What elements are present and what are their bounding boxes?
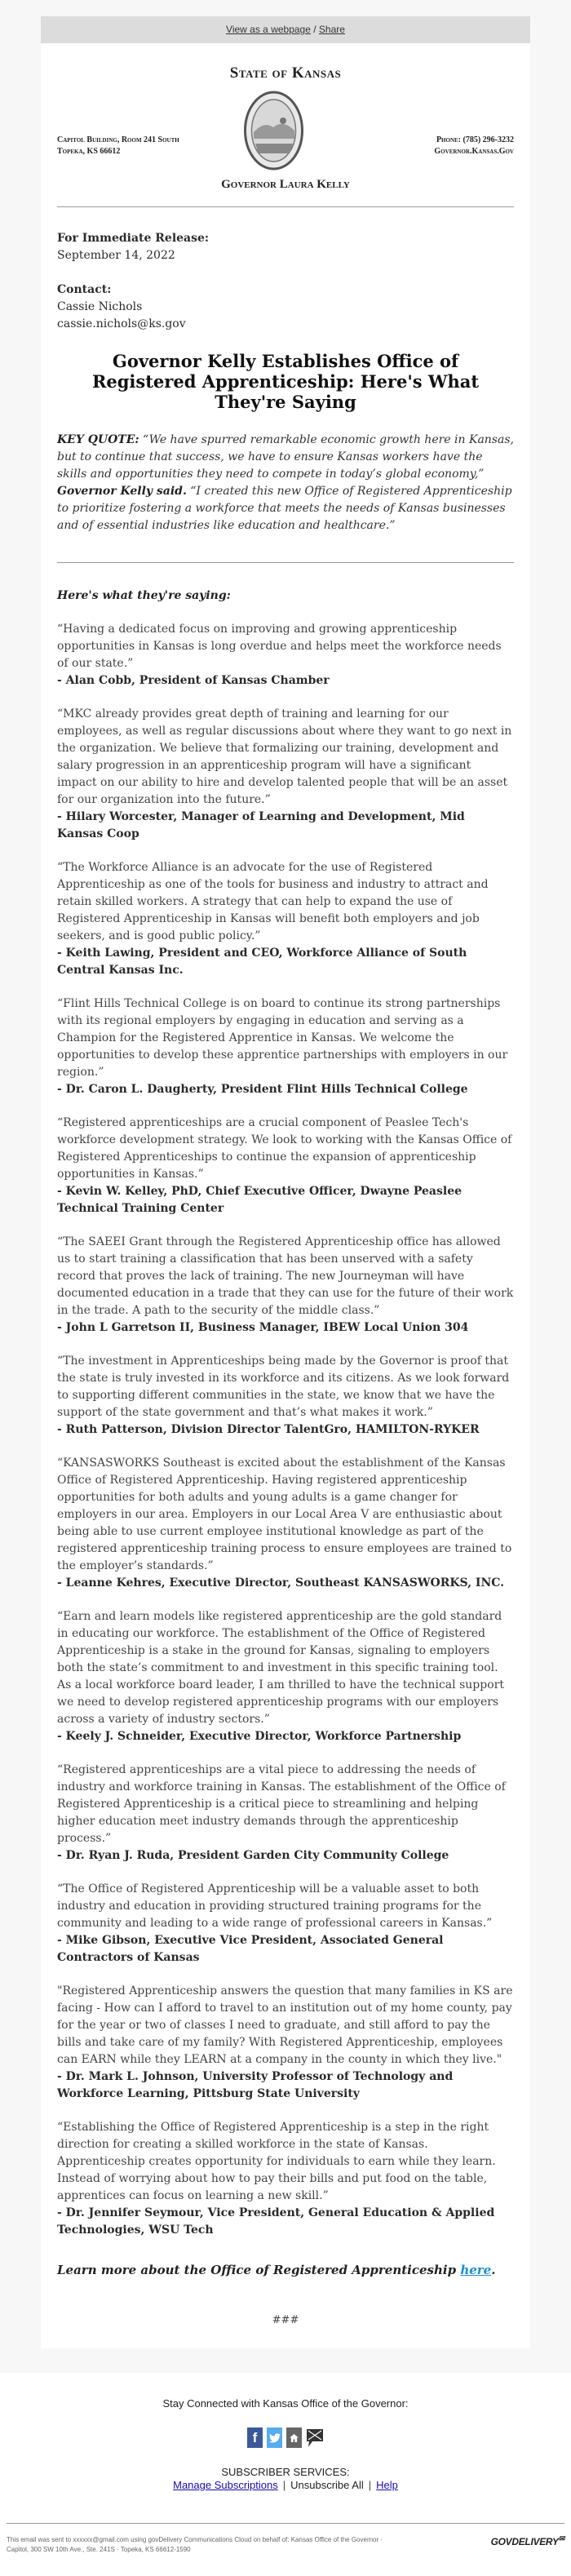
- quote-text: “KANSASWORKS Southeast is excited about the establishment of the Kansas Office of Registered Apprenticeship. Having registered apprenticeship opportunities for both adults and young adults is a game changer for employers in our area. Employers in our Local Area V are enthusiastic about being able to use current employee institutional knowledge as part of the registered apprenticeship training process to ensure employees are trained to the employer’s standards.”: [57, 1456, 512, 1572]
- quote-item: [57, 1455, 514, 1592]
- spacer: [0, 2348, 571, 2373]
- key-quote-label: KEY QUOTE:: [57, 433, 139, 446]
- phone: Phone: (785) 296-3232: [436, 135, 514, 144]
- state-title: State of Kansas: [229, 64, 342, 82]
- kansas-seal-icon: [244, 90, 303, 171]
- address-line-2: Topeka, KS 66612: [57, 147, 121, 156]
- learn-more-link[interactable]: here: [460, 2263, 492, 2277]
- quote-attribution: - Keith Lawing, President and CEO, Workforce Alliance of South Central Kansas Inc.: [57, 947, 467, 977]
- quote-text: “The SAEEI Grant through the Registered Apprenticeship office has allowed us to start training a classification that has been unserved with a safety record that proves the lack of training. The new Journeyman will have documented education in a trade that they can use for the future of their work in the trade. A path to the security of the middle class.”: [57, 1235, 514, 1317]
- stay-connected-label: Stay Connected with Kansas Office of the Governor:: [162, 2397, 409, 2410]
- quote-item: [57, 1983, 514, 2103]
- quote-text: “Registered apprenticeships are a vital piece to addressing the needs of industry and workforce training in Kansas. The establishment of the Office of Registered Apprenticeship is a critical piece to streamlining and helping higher education meet industry demands through the apprenticeship process.”: [57, 1763, 506, 1845]
- brand-text: GOVDELIVERY: [490, 2536, 559, 2547]
- legal-notice: [0, 2524, 571, 2568]
- quote-item: [57, 706, 514, 843]
- quote-text: “MKC already provides great depth of training and learning for our employees, as well as regular discussions about where they want to go next in the organization. We believe that formalizing our training, development and salary progression in an apprenticeship program will have a significant impact on our ability to hire and develop talented people that will be an asset for our organization into the future.”: [57, 707, 512, 806]
- quote-item: [57, 1115, 514, 1217]
- help-link[interactable]: Help: [376, 2479, 398, 2491]
- unsubscribe-all-link[interactable]: Unsubscribe All: [290, 2479, 364, 2491]
- press-release-body: [41, 230, 530, 2329]
- subscriber-label: SUBSCRIBER SERVICES:: [221, 2466, 350, 2478]
- key-quote-text-1: “We have spurred remarkable economic growth here in Kansas, but to continue that success, we have to ensure Kansas workers have the skills and opportunities they need to compete in today’s global economy,”: [57, 433, 514, 481]
- quote-attribution: - Leanne Kehres, Executive Director, Southeast KANSASWORKS, INC.: [57, 1576, 505, 1589]
- quote-item: [57, 995, 514, 1098]
- quote-attribution: - John L Garretson II, Business Manager, IBEW Local Union 304: [57, 1321, 469, 1334]
- quotes-list: [57, 621, 514, 2239]
- quote-text: “Registered apprenticeships are a crucial component of Peaslee Tech's workforce development strategy. We look to working with the Kansas Office of Registered Apprenticeships to continue the expansion of apprenticeship opportunities in Kansas.”: [57, 1116, 512, 1181]
- learn-more-text: Learn more about the Office of Registered Apprenticeship: [57, 2263, 461, 2277]
- email-card: [41, 43, 530, 2348]
- envelope-icon: ✉: [558, 2534, 564, 2543]
- footer: [0, 2373, 571, 2576]
- section-heading: Here's what they're saying:: [57, 589, 231, 602]
- letterhead: [41, 43, 530, 206]
- social-links: [0, 2427, 571, 2448]
- release-info: [57, 230, 514, 264]
- quote-attribution: - Keely J. Schneider, Executive Director, Workforce Partnership: [57, 1730, 462, 1743]
- quote-item: [57, 621, 514, 689]
- learn-more: [57, 2262, 514, 2279]
- address-line-1: Capitol Building, Room 241 South: [57, 135, 179, 144]
- quote-text: “The Workforce Alliance is an advocate for the use of Registered Apprenticeship as one of the tools for business and industry to attract and retain skilled workers. A strategy that can help to expand the use of Registered Apprenticeship in Kansas will benefit both employers and job seekers, and is good public policy.”: [57, 861, 489, 942]
- webview-bar: [41, 16, 530, 43]
- quote-attribution: - Hilary Worcester, Manager of Learning and Development, Mid Kansas Coop: [57, 810, 465, 840]
- legal-line-1: This email was sent to xxxxxx@gmail.com using govDelivery Communications Cloud on behalf of: Kansas Office of the Governor ·: [7, 2536, 383, 2543]
- govdelivery-logo[interactable]: [491, 2534, 564, 2547]
- quote-attribution: - Kevin W. Kelley, PhD, Chief Executive Officer, Dwayne Peaslee Technical Training Center: [57, 1185, 463, 1215]
- view-as-webpage-link[interactable]: View as a webpage: [226, 24, 311, 35]
- separator: |: [368, 2479, 372, 2491]
- quote-attribution: - Dr. Mark L. Johnson, University Professor of Technology and Workforce Learning, Pittsburg State University: [57, 2070, 454, 2100]
- end-mark: ###: [272, 2314, 299, 2326]
- quote-text: “Having a dedicated focus on improving and growing apprenticeship opportunities in Kansas is long overdue and helps meet the workforce needs of our state.”: [57, 623, 502, 670]
- quote-attribution: - Alan Cobb, President of Kansas Chamber: [57, 674, 330, 687]
- email-icon[interactable]: [306, 2427, 324, 2448]
- contact-block: [57, 282, 514, 333]
- key-quote-speaker: Governor Kelly said.: [57, 485, 187, 498]
- manage-subscriptions-link[interactable]: Manage Subscriptions: [173, 2479, 278, 2491]
- learn-more-period: .: [491, 2263, 496, 2277]
- contact-name: Cassie Nichols: [57, 300, 143, 313]
- quote-attribution: - Dr. Ryan J. Ruda, President Garden City Community College: [57, 1849, 449, 1862]
- release-date: September 14, 2022: [57, 249, 175, 262]
- quote-item: [57, 1608, 514, 1745]
- subscriber-services: [0, 2466, 571, 2492]
- quote-attribution: - Ruth Patterson, Division Director TalentGro, HAMILTON-RYKER: [57, 1423, 480, 1436]
- share-link[interactable]: Share: [318, 24, 345, 35]
- quote-attribution: - Dr. Jennifer Seymour, Vice President, General Education & Applied Technologies, WSU Tech: [57, 2206, 495, 2237]
- quote-text: “The investment in Apprenticeships being made by the Governor is proof that the state is truly invested in its workforce and its citizens. As we look forward to supporting different communities in the state, we know that we have the support of the state government and that’s what makes it work.”: [57, 1355, 510, 1419]
- divider: [57, 562, 514, 563]
- governor-name: Governor Laura Kelly: [221, 178, 350, 191]
- website: Governor.Kansas.Gov: [434, 147, 514, 156]
- release-label: For Immediate Release:: [57, 232, 210, 245]
- quote-item: [57, 1353, 514, 1439]
- quote-item: [57, 1881, 514, 1966]
- quote-text: "Registered Apprenticeship answers the question that many families in KS are facing - How can I afford to travel to an institution out of my home county, pay for the year or two of classes I need to graduate, and still afford to pay the bills and take care of my family? With Registered Apprenticeship, employees can EARN while they LEARN at a company in the county in which they live.": [57, 1984, 513, 2066]
- facebook-icon[interactable]: f: [247, 2427, 263, 2448]
- quote-attribution: - Mike Gibson, Executive Vice President, Associated General Contractors of Kansas: [57, 1934, 444, 1964]
- divider: [57, 206, 514, 207]
- key-quote: [57, 432, 514, 534]
- quote-item: [57, 859, 514, 979]
- twitter-icon[interactable]: [267, 2427, 282, 2448]
- key-quote-text-2: “I created this new Office of Registered Apprenticeship to prioritize fostering a workforce that meets the needs of Kansas businesses and of essential industries like education and healthcare.”: [57, 485, 512, 532]
- quote-text: “Establishing the Office of Registered Apprenticeship is a step in the right direction for creating a skilled workforce in the state of Kansas. Apprenticeship creates opportunity for individuals to earn while they learn. Instead of worrying about how to pay their bills and put food on the table, apprentices can focus on learning a new skill.”: [57, 2121, 496, 2202]
- quote-attribution: - Dr. Caron L. Daugherty, President Flint Hills Technical College: [57, 1083, 468, 1096]
- quote-item: [57, 1762, 514, 1864]
- contact-info: [434, 135, 514, 157]
- quote-text: “Flint Hills Technical College is on board to continue its strong partnerships with its regional employers by engaging in education and serving as a Champion for the Registered Apprentice in Kansas. We welcome the opportunities to develop these apprentice partnerships with employers in our region.”: [57, 997, 508, 1079]
- quote-text: “Earn and learn models like registered apprenticeship are the gold standard in educating our workforce. The establishment of the Office of Registered Apprenticeship is a stake in the ground for Kansas, signaling to employers both the state’s commitment to and investment in this specific training tool. As a local workforce board leader, I am thrilled to have the technical support we need to develop registered apprenticeship programs with our employers across a variety of industry sectors.”: [57, 1610, 504, 1726]
- home-icon[interactable]: [286, 2427, 302, 2448]
- legal-line-2: Capitol, 300 SW 10th Ave., Ste. 241S · Topeka, KS 66612-1590: [7, 2546, 191, 2553]
- quote-item: [57, 2119, 514, 2239]
- quote-item: [57, 1234, 514, 1337]
- contact-label: Contact:: [57, 283, 112, 296]
- separator: |: [282, 2479, 286, 2491]
- address: [57, 135, 179, 157]
- quote-text: “The Office of Registered Apprenticeship will be a valuable asset to both industry and education in providing structured training programs for the community and leading to a wide range of professional careers in Kansas.”: [57, 1882, 493, 1930]
- topbar-separator: /: [313, 24, 319, 35]
- page-title: Governor Kelly Establishes Office of Registered Apprenticeship: Here's What They're Saying: [91, 351, 480, 412]
- contact-email: cassie.nichols@ks.gov: [57, 317, 186, 330]
